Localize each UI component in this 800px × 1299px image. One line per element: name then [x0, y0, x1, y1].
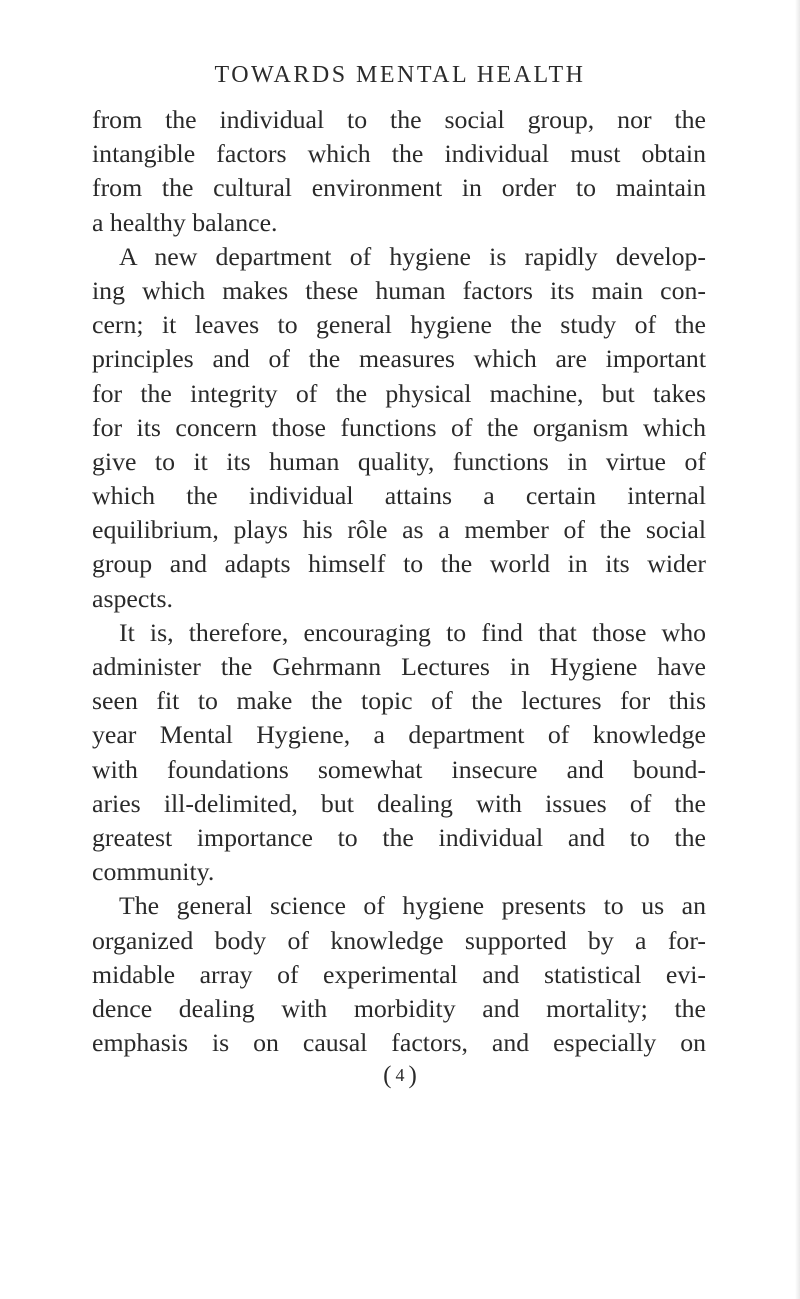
folio-close-paren: )	[408, 1062, 417, 1089]
text-line: for its concern those functions of the organism which	[92, 412, 706, 442]
paragraph	[92, 616, 706, 890]
text-line: intangible factors which the individual must obtain	[92, 139, 706, 169]
text-line: cern; it leaves to general hygiene the study of the	[92, 310, 706, 340]
page-number	[0, 1062, 800, 1090]
text-line: from the individual to the social group, nor the	[92, 105, 706, 134]
text-line: dence dealing with morbidity and mortality; the	[92, 993, 706, 1023]
paragraph	[92, 103, 706, 240]
text-line: emphasis is on causal factors, and especially on	[92, 1028, 706, 1058]
body-text	[92, 103, 706, 1060]
text-line: a healthy balance.	[92, 207, 278, 237]
page-edge-shadow	[795, 0, 800, 1299]
text-line: organized body of knowledge supported by a for-	[92, 925, 706, 955]
text-line: aries ill-delimited, but dealing with issues of the	[92, 788, 706, 818]
folio-number: 4	[395, 1065, 405, 1085]
text-line: administer the Gehrmann Lectures in Hygiene have	[92, 652, 706, 681]
text-line: give to it its human quality, functions in virtue of	[92, 446, 706, 476]
text-line: community.	[92, 857, 215, 887]
text-line: from the cultural environment in order to maintain	[92, 173, 706, 203]
text-line: seen fit to make the topic of the lectures for this	[92, 686, 706, 716]
text-line: ing which makes these human factors its main con-	[92, 275, 706, 305]
paragraph	[92, 240, 706, 616]
text-line: year Mental Hygiene, a department of knowledge	[92, 720, 706, 750]
paragraph	[92, 889, 706, 1060]
text-line: midable array of experimental and statistical evi-	[92, 959, 706, 989]
text-line: equilibrium, plays his rôle as a member of the social	[92, 515, 706, 545]
text-line: aspects.	[92, 583, 173, 613]
text-line: with foundations somewhat insecure and bound-	[92, 754, 706, 784]
text-line: greatest importance to the individual and to the	[92, 822, 706, 852]
text-line: It is, therefore, encouraging to find that those who	[119, 617, 706, 647]
text-line: A new department of hygiene is rapidly develop-	[119, 241, 706, 271]
text-line: for the integrity of the physical machine, but takes	[92, 378, 706, 408]
running-head: TOWARDS MENTAL HEALTH	[214, 62, 586, 88]
folio-open-paren: (	[383, 1062, 392, 1089]
text-line: which the individual attains a certain internal	[92, 481, 706, 511]
text-line: group and adapts himself to the world in its wider	[92, 549, 706, 579]
text-line: The general science of hygiene presents to us an	[119, 891, 706, 921]
text-line: principles and of the measures which are important	[92, 344, 706, 374]
